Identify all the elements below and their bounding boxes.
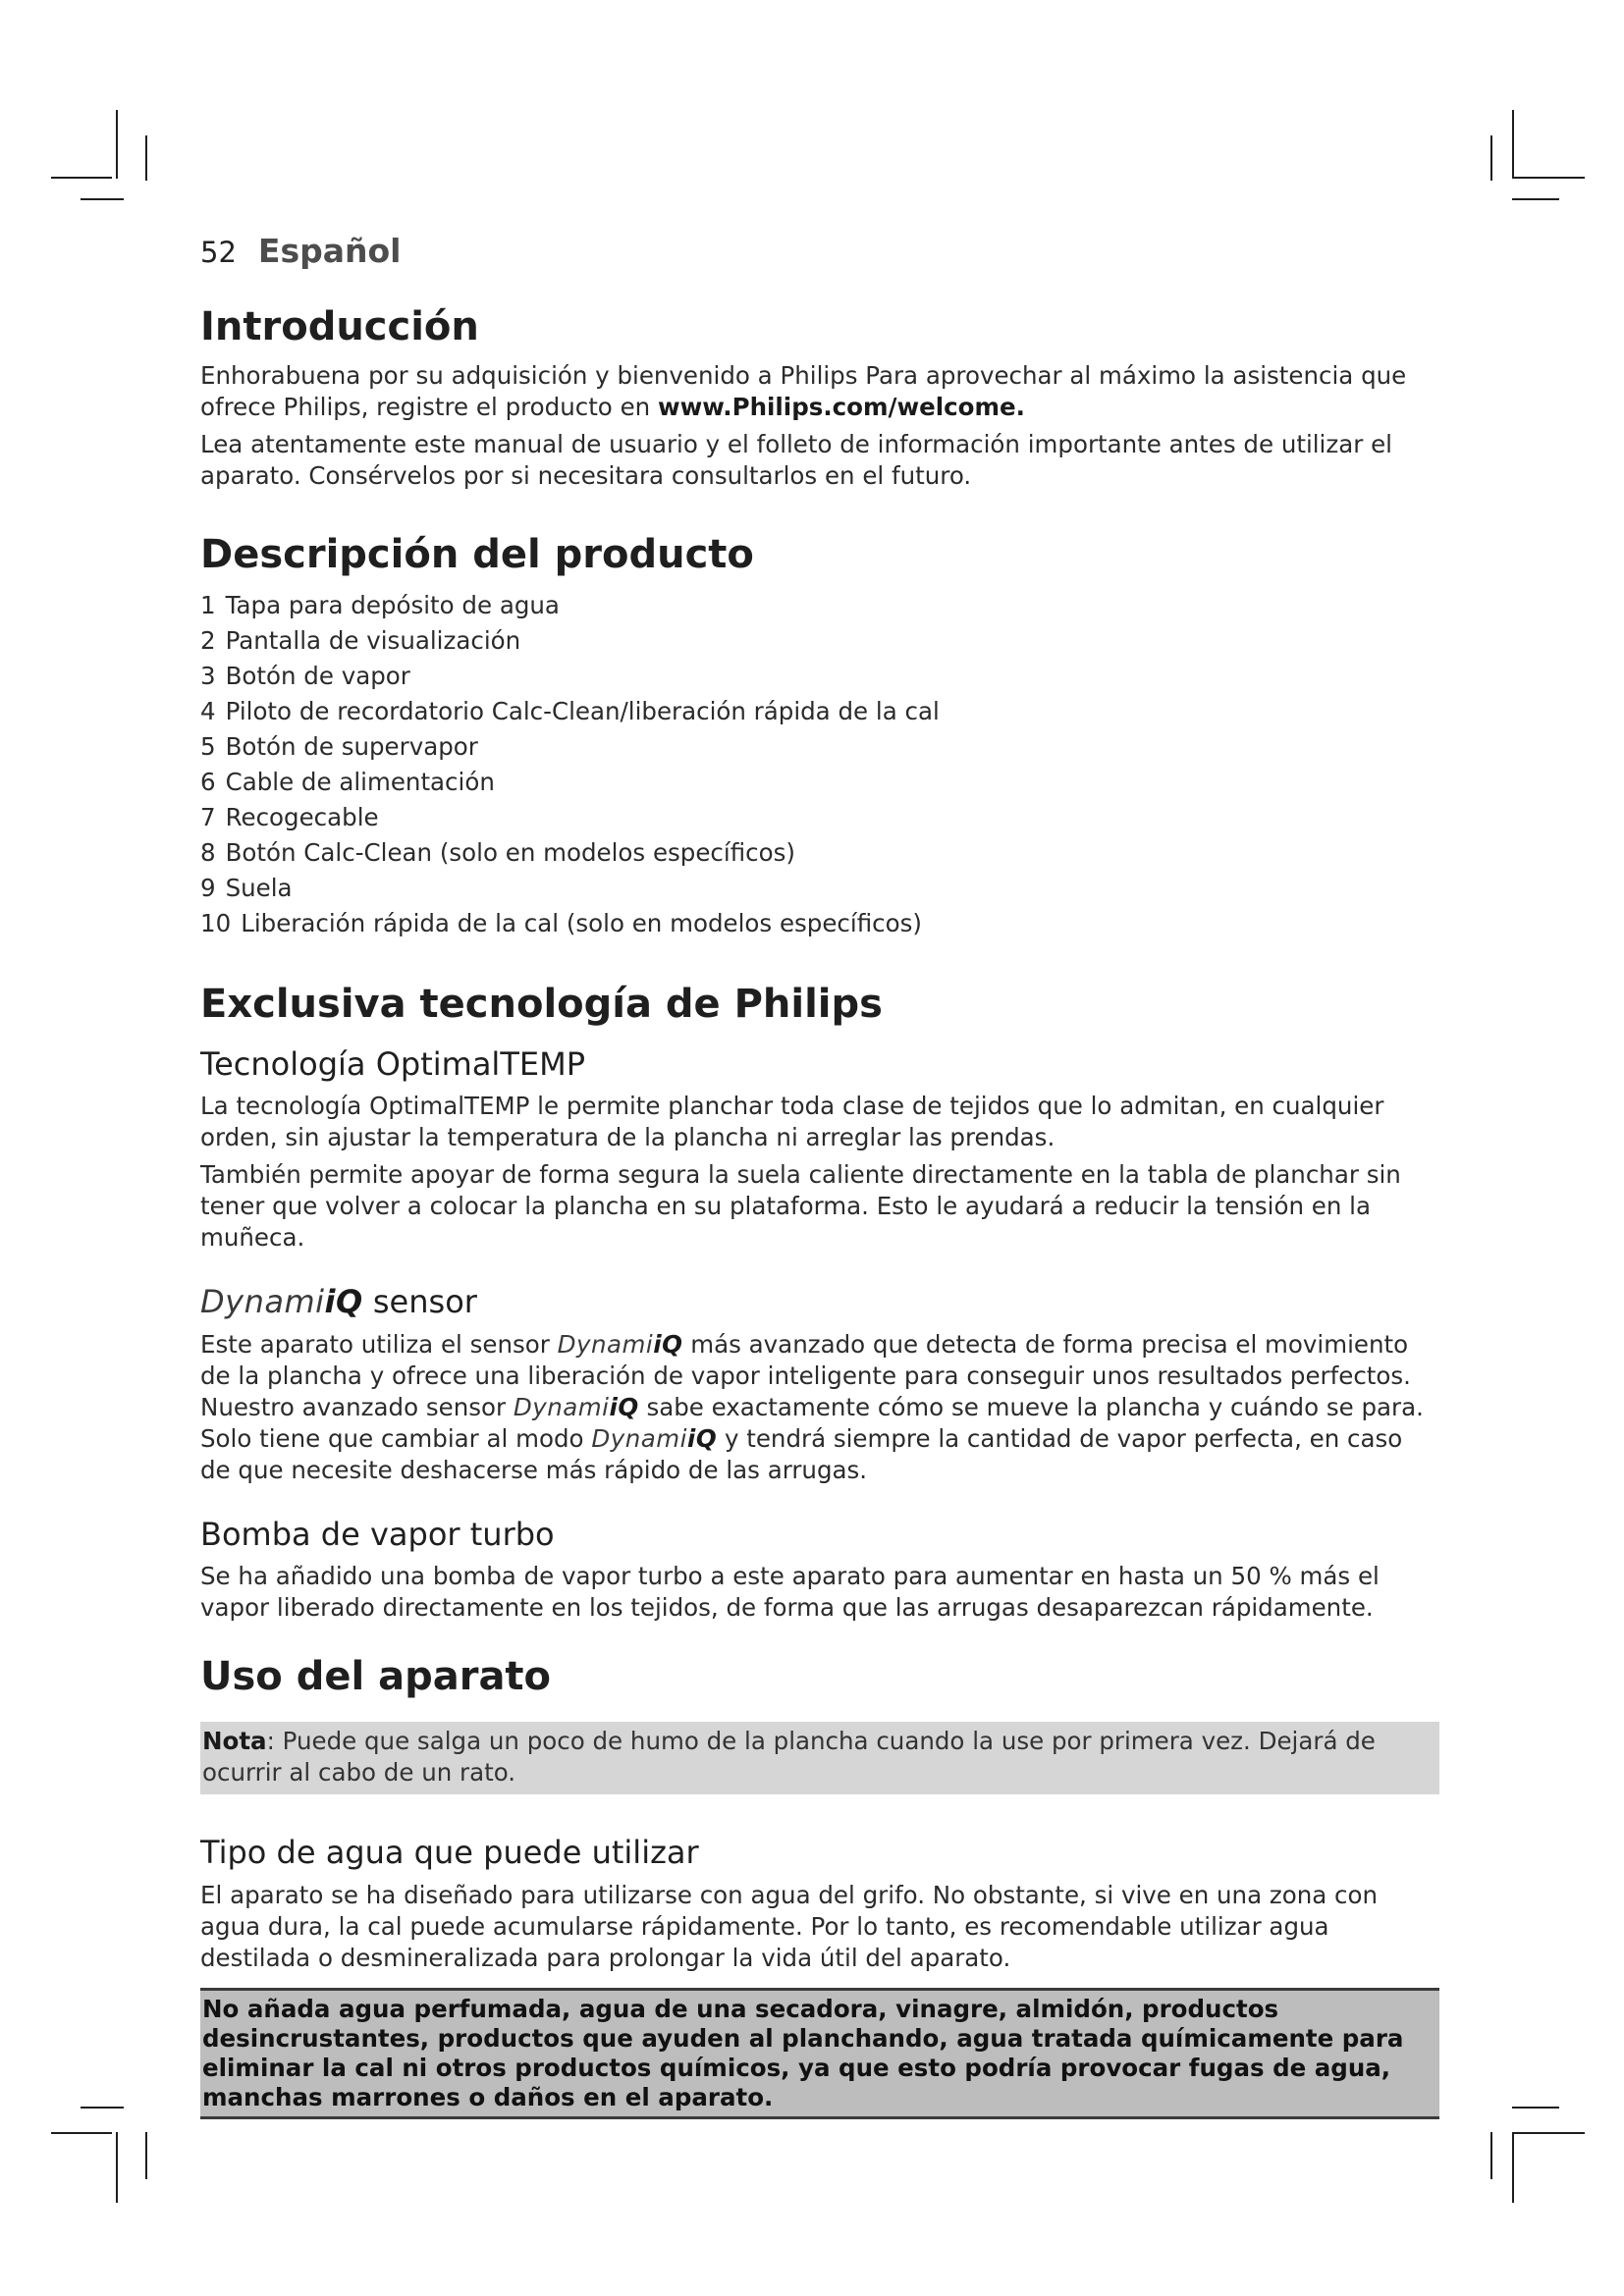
- dynamiq-logo: DynamiiQ: [513, 1392, 639, 1421]
- dynamiq-logo: DynamiiQ: [591, 1423, 718, 1453]
- note-label: Nota: [202, 1727, 267, 1756]
- list-item: 3 Botón de vapor: [200, 662, 410, 690]
- list-item: 8 Botón Calc-Clean (solo en modelos específicos): [200, 838, 795, 867]
- dynamiq-logo: DynamiiQ: [200, 1283, 363, 1321]
- list-item: 10 Liberación rápida de la cal (solo en modelos específicos): [200, 909, 922, 937]
- dynamiq-title: DynamiiQ sensor: [200, 1283, 477, 1321]
- note-box: [200, 1722, 1439, 1794]
- page-header: [200, 232, 1439, 270]
- list-item: 4 Piloto de recordatorio Calc-Clean/liberación rápida de la cal: [200, 697, 940, 725]
- dynamiq-logo: DynamiiQ: [557, 1329, 683, 1359]
- intro-paragraph-1: [200, 360, 1439, 423]
- page-number: 52: [200, 236, 237, 269]
- optimaltemp-title: Tecnología OptimalTEMP: [200, 1045, 585, 1083]
- page-language: Español: [257, 232, 402, 270]
- dynamiq-paragraph: Este aparato utiliza el sensor DynamiiQ más avanzado que detecta de forma precisa el movimiento de la plancha y ofrece una liberación de vapor inteligente para conseguir unos resultados perfectos. Nuestro avanzado sensor DynamiiQ sabe exactamente cómo se mueve la plancha y cuándo se para. Solo tiene que cambiar al modo DynamiiQ y tendrá siempre la cantidad de vapor perfecta, en caso de que necesite deshacerse más rápido de las arrugas.: [200, 1329, 1424, 1484]
- product-title: Descripción del producto: [200, 532, 754, 577]
- intro-text: Enhorabuena por su adquisición y bienvenido a Philips Para aprovechar al máximo la asistencia que ofrece Philips, registre el producto en: [200, 361, 1407, 421]
- section-intro: [200, 303, 1439, 492]
- page-content: [200, 232, 1439, 2159]
- welcome-link[interactable]: www.Philips.com/welcome.: [657, 393, 1025, 421]
- optimaltemp-paragraph-1: La tecnología OptimalTEMP le permite planchar toda clase de tejidos que lo admitan, en cualquier orden, sin ajustar la temperatura de la plancha ni arreglar las prendas.: [200, 1092, 1384, 1152]
- warning-box: No añada agua perfumada, agua de una secadora, vinagre, almidón, productos desincrustantes, productos que ayuden al planchando, agua tratada químicamente para eliminar la cal ni otros productos químicos, ya que esto podría provocar fugas de agua, manchas marrones o daños en el aparato.: [200, 1988, 1439, 2119]
- turbo-paragraph: Se ha añadido una bomba de vapor turbo a este aparato para aumentar en hasta un 50 % más el vapor liberado directamente en los tejidos, de forma que las arrugas desaparezcan rápidamente.: [200, 1562, 1380, 1623]
- usage-title: Uso del aparato: [200, 1654, 552, 1700]
- intro-paragraph-2: Lea atentamente este manual de usuario y el folleto de información importante antes de utilizar el aparato. Consérvelos por si necesitara consultarlos en el futuro.: [200, 430, 1392, 490]
- tech-title: Exclusiva tecnología de Philips: [200, 982, 883, 1027]
- list-item: 5 Botón de supervapor: [200, 732, 478, 761]
- optimaltemp-paragraph-2: También permite apoyar de forma segura la suela caliente directamente en la tabla de planchar sin tener que volver a colocar la plancha en su plataforma. Esto le ayudará a reducir la tensión en la muñeca.: [200, 1160, 1401, 1253]
- section-product-description: [200, 531, 1439, 941]
- subsection-turbo-pump: [200, 1516, 1439, 1624]
- list-item: 2 Pantalla de visualización: [200, 626, 521, 655]
- note-text: : Puede que salga un poco de humo de la plancha cuando la use por primera vez. Dejará de ocurrir al cabo de un rato.: [202, 1727, 1376, 1788]
- water-title: Tipo de agua que puede utilizar: [200, 1834, 699, 1872]
- subsection-dynamiq: [200, 1283, 1439, 1485]
- product-parts-list: [200, 588, 1439, 941]
- turbo-title: Bomba de vapor turbo: [200, 1515, 555, 1553]
- intro-title: Introducción: [200, 304, 479, 349]
- water-paragraph: El aparato se ha diseñado para utilizarse con agua del grifo. No obstante, si vive en una zona con agua dura, la cal puede acumularse rápidamente. Por lo tanto, es recomendable utilizar agua destilada o desmineralizada para prolongar la vida útil del aparato.: [200, 1880, 1379, 1972]
- list-item: 6 Cable de alimentación: [200, 768, 495, 796]
- list-item: 9 Suela: [200, 874, 293, 902]
- section-philips-technology: [200, 981, 1439, 1624]
- list-item: 7 Recogecable: [200, 803, 379, 831]
- subsection-optimaltemp: [200, 1045, 1439, 1254]
- list-item: 1 Tapa para depósito de agua: [200, 591, 560, 619]
- section-usage: [200, 1653, 1439, 2118]
